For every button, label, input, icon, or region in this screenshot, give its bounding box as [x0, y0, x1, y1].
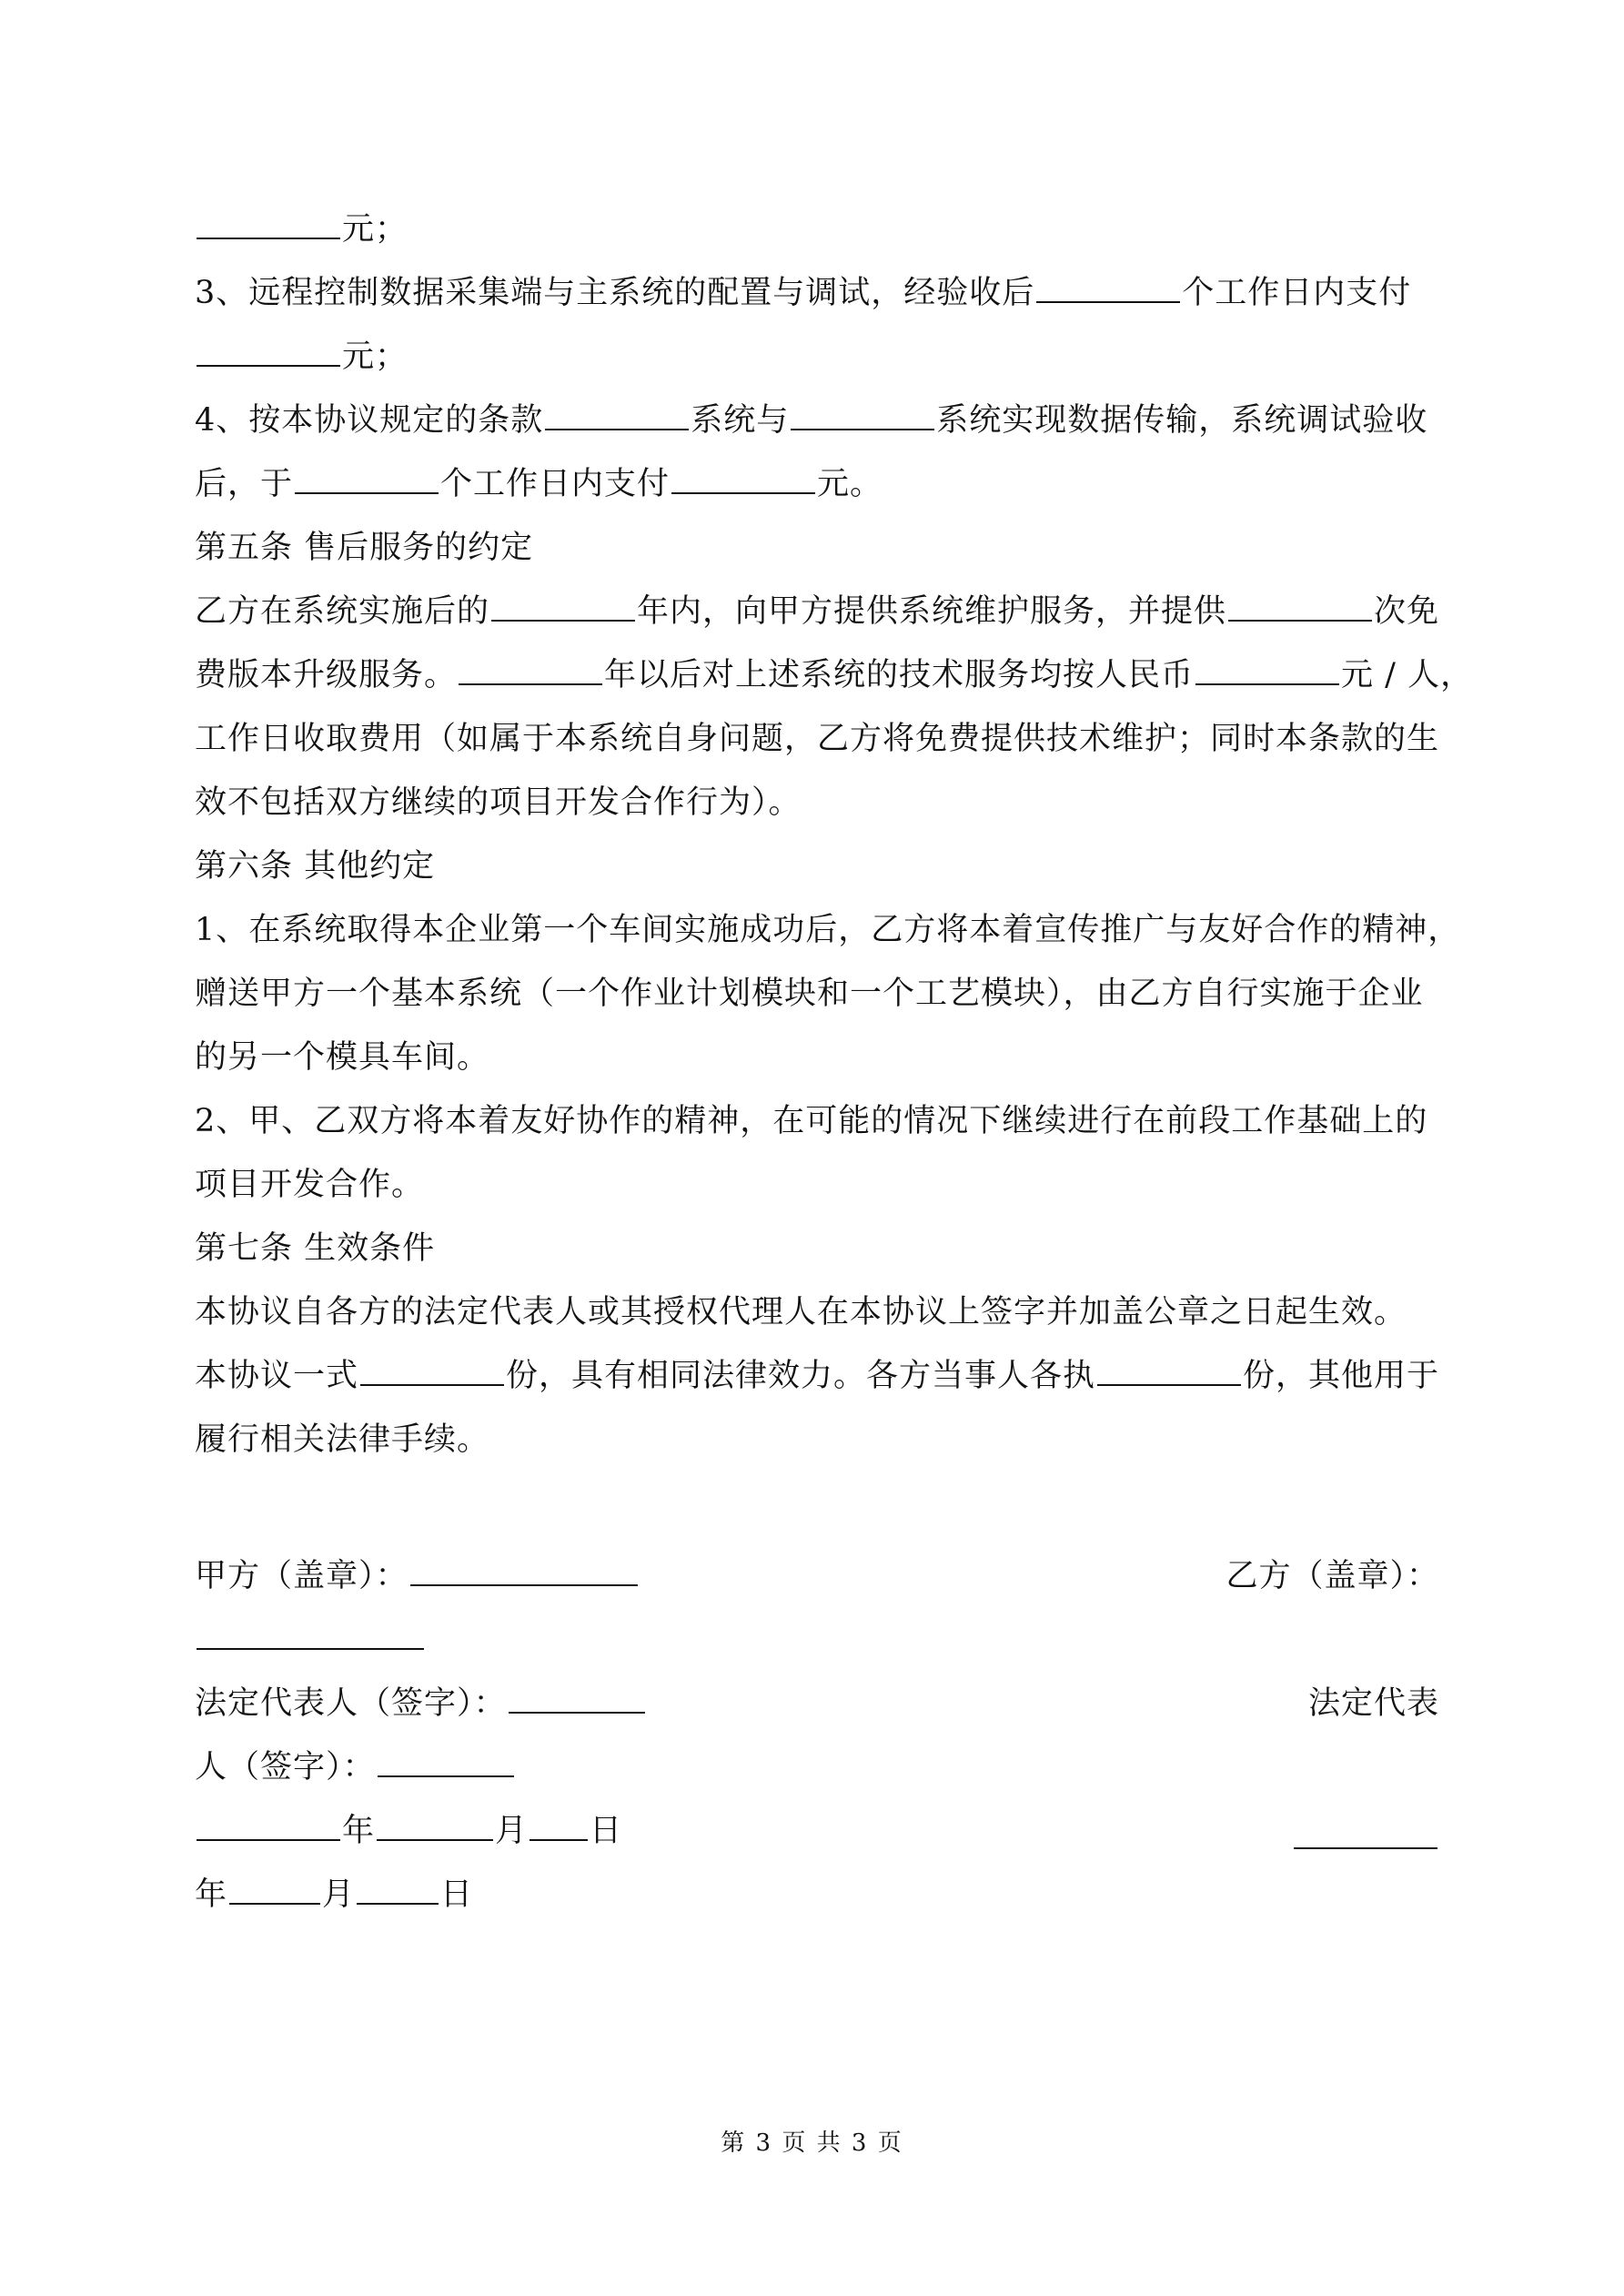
date-day-label: 日 [590, 1813, 623, 1849]
text-segment: 乙方在系统实施后的 [195, 593, 490, 630]
fill-blank [1195, 652, 1339, 685]
text-segment: 本协议一式 [195, 1358, 359, 1394]
party-b-rep-label-part1: 法定代表 [1307, 1685, 1439, 1722]
signature-row-date-a [195, 1804, 1439, 1858]
date-year-label-b: 年 [195, 1876, 228, 1913]
body-line-4 [195, 393, 1439, 448]
date-day-blank-b [357, 1872, 439, 1905]
text-segment: 年以后对上述系统的技术服务均按人民币 [604, 657, 1195, 693]
date-month-label: 月 [495, 1813, 529, 1849]
page-number-footer: 第 3 页 共 3 页 [721, 2129, 903, 2157]
signature-row-rep-b [195, 1740, 1439, 1795]
text-segment: 份，其他用于 [1243, 1358, 1440, 1394]
signature-row-seal [195, 1549, 1439, 1603]
date-month-blank [377, 1808, 493, 1841]
date-year-label: 年 [342, 1813, 376, 1849]
date-day-label-b: 日 [440, 1876, 474, 1913]
party-b-seal-blank [197, 1617, 424, 1650]
fill-blank [1036, 270, 1180, 303]
fill-blank [1097, 1353, 1241, 1386]
body-line-10: 效不包括双方继续的项目开发合作行为）。 [195, 784, 802, 821]
fill-blank [197, 334, 340, 367]
text-segment: 3、远程控制数据采集端与主系统的配置与调试，经验收后 [195, 275, 1035, 311]
party-b-rep-label-part2: 人（签字）： [195, 1749, 376, 1785]
body-line-14: 的另一个模具车间。 [195, 1039, 490, 1076]
body-line-9: 工作日收取费用（如属于本系统自身问题，乙方将免费提供技术维护；同时本条款的生 [195, 721, 1440, 757]
text-segment: 后，于 [195, 466, 294, 502]
body-line-19 [195, 1349, 1439, 1403]
body-line-13: 赠送甲方一个基本系统（一个作业计划模块和一个工艺模块），由乙方自行实施于企业 [195, 976, 1424, 1012]
fill-blank [360, 1353, 504, 1386]
date-month-blank-b [229, 1872, 320, 1905]
body-line-16: 项目开发合作。 [195, 1167, 425, 1203]
fill-blank [791, 398, 934, 430]
text-segment: 系统实现数据传输，系统调试验收 [936, 402, 1428, 439]
date-year-blank [197, 1808, 340, 1841]
party-a-rep-blank [509, 1681, 645, 1714]
text-segment: 份，具有相同法律效力。各方当事人各执 [506, 1358, 1096, 1394]
text-segment: 元。 [817, 466, 883, 502]
fill-blank [1228, 589, 1372, 622]
fill-blank [671, 461, 815, 494]
signature-row-rep [195, 1676, 1439, 1731]
section-heading-6: 第六条 其他约定 [195, 848, 436, 885]
text-segment: 元； [342, 211, 409, 248]
fill-blank [295, 461, 439, 494]
body-line-1 [195, 202, 1439, 257]
section-heading-7: 第七条 生效条件 [195, 1230, 436, 1267]
fill-blank [459, 652, 602, 685]
text-segment: 个工作日内支付 [1182, 275, 1412, 311]
date-year-blank-b [1294, 1816, 1437, 1849]
party-a-seal-blank [410, 1553, 638, 1586]
party-b-seal-label: 乙方（盖章）： [1226, 1558, 1439, 1594]
date-month-label-b: 月 [322, 1876, 356, 1913]
body-line-15: 2、甲、乙双方将本着友好协作的精神，在可能的情况下继续进行在前段工作基础上的 [195, 1103, 1428, 1139]
text-segment: 元； [342, 339, 409, 375]
body-line-7 [195, 584, 1439, 639]
text-segment: 次免 [1374, 593, 1440, 630]
text-segment: 个工作日内支付 [440, 466, 671, 502]
body-line-12: 1、在系统取得本企业第一个车间实施成功后，乙方将本着宣传推广与友好合作的精神， [195, 912, 1461, 948]
signature-row-seal-b-blank [195, 1613, 1439, 1667]
signature-row-date-b [195, 1867, 1439, 1922]
party-b-rep-blank [378, 1745, 514, 1777]
body-line-5 [195, 457, 1439, 511]
fill-blank [491, 589, 635, 622]
text-segment: 系统与 [691, 402, 790, 439]
section-heading-5: 第五条 售后服务的约定 [195, 530, 534, 566]
text-segment: 元 / 人， [1341, 657, 1474, 693]
date-day-blank [530, 1808, 588, 1841]
body-line-2 [195, 266, 1439, 320]
text-segment: 费版本升级服务。 [195, 657, 458, 693]
body-line-20: 履行相关法律手续。 [195, 1421, 490, 1458]
body-line-18: 本协议自各方的法定代表人或其授权代理人在本协议上签字并加盖公章之日起生效。 [195, 1294, 1407, 1330]
fill-blank [197, 207, 340, 239]
text-segment: 4、按本协议规定的条款 [195, 402, 544, 439]
body-line-8 [195, 648, 1474, 703]
party-a-seal-label: 甲方（盖章）： [195, 1558, 409, 1594]
text-segment: 年内，向甲方提供系统维护服务，并提供 [637, 593, 1227, 630]
party-a-rep-label: 法定代表人（签字）： [195, 1685, 507, 1722]
body-line-3 [195, 329, 1439, 384]
fill-blank [545, 398, 689, 430]
